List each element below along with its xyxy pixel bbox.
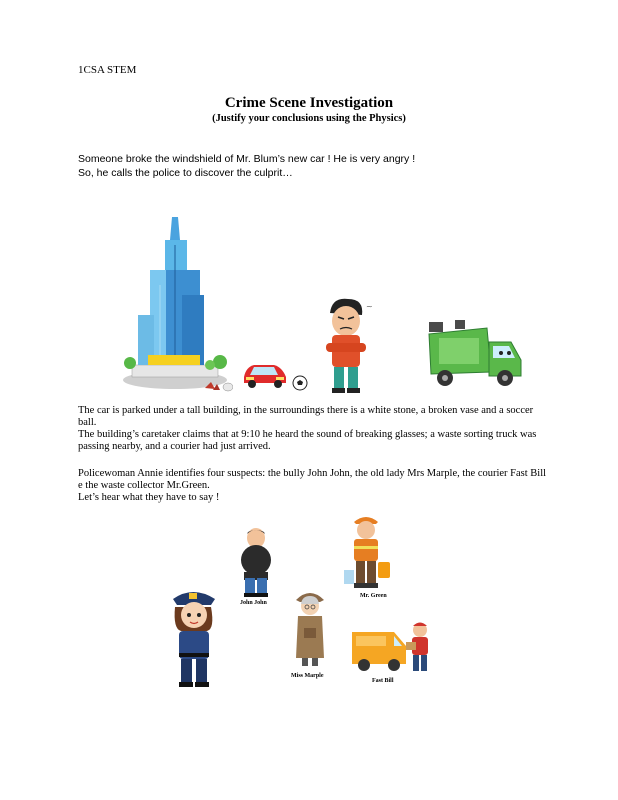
intro-text [78,152,548,180]
suspects-paragraph-2: Let’s hear what they have to say ! [78,492,220,503]
svg-text:~: ~ [366,302,373,311]
suspects-paragraph-1: Policewoman Annie identifies four suspects: the bully John John, the old lady Mrs Marple, the courier Fast Bill e the waste collector Mr.Green. [78,468,547,491]
document-subtitle: (Justify your conclusions using the Physics) [212,113,406,124]
caption-fast-bill: Fast Bill [372,678,394,684]
broken-vase-illustration [203,378,233,392]
red-car-illustration [240,355,290,391]
soccer-ball-illustration [292,375,308,391]
scene-paragraph-1: The car is parked under a tall building, in the surroundings there is a white stone, a broken vase and a soccer ball. [78,405,534,428]
suspects-description [78,468,548,504]
miss-marple-illustration [290,588,330,670]
scene-description [78,405,548,453]
caption-john-john: John John [240,600,267,606]
john-john-illustration [236,528,276,598]
scene-paragraph-2: The building’s caretaker claims that at 9:10 he heard the sound of breaking glasses; a waste sorting truck was passing nearby, and a courier had just arrived. [78,429,537,452]
document-title: Crime Scene Investigation [224,95,394,111]
angry-man-illustration [316,295,378,395]
policewoman-illustration [165,585,223,690]
document-header: 1CSA STEM [78,64,137,76]
intro-line-1: Someone broke the windshield of Mr. Blum’s new car ! He is very angry ! [78,153,416,165]
garbage-truck-illustration [425,320,525,392]
mr-green-illustration [340,512,392,590]
intro-line-2: So, he calls the police to discover the culprit… [78,167,293,179]
caption-miss-marple: Miss Marple [291,673,324,679]
skyscraper-illustration [120,215,230,390]
fast-bill-illustration [350,618,440,676]
caption-mr-green: Mr. Green [360,593,387,599]
